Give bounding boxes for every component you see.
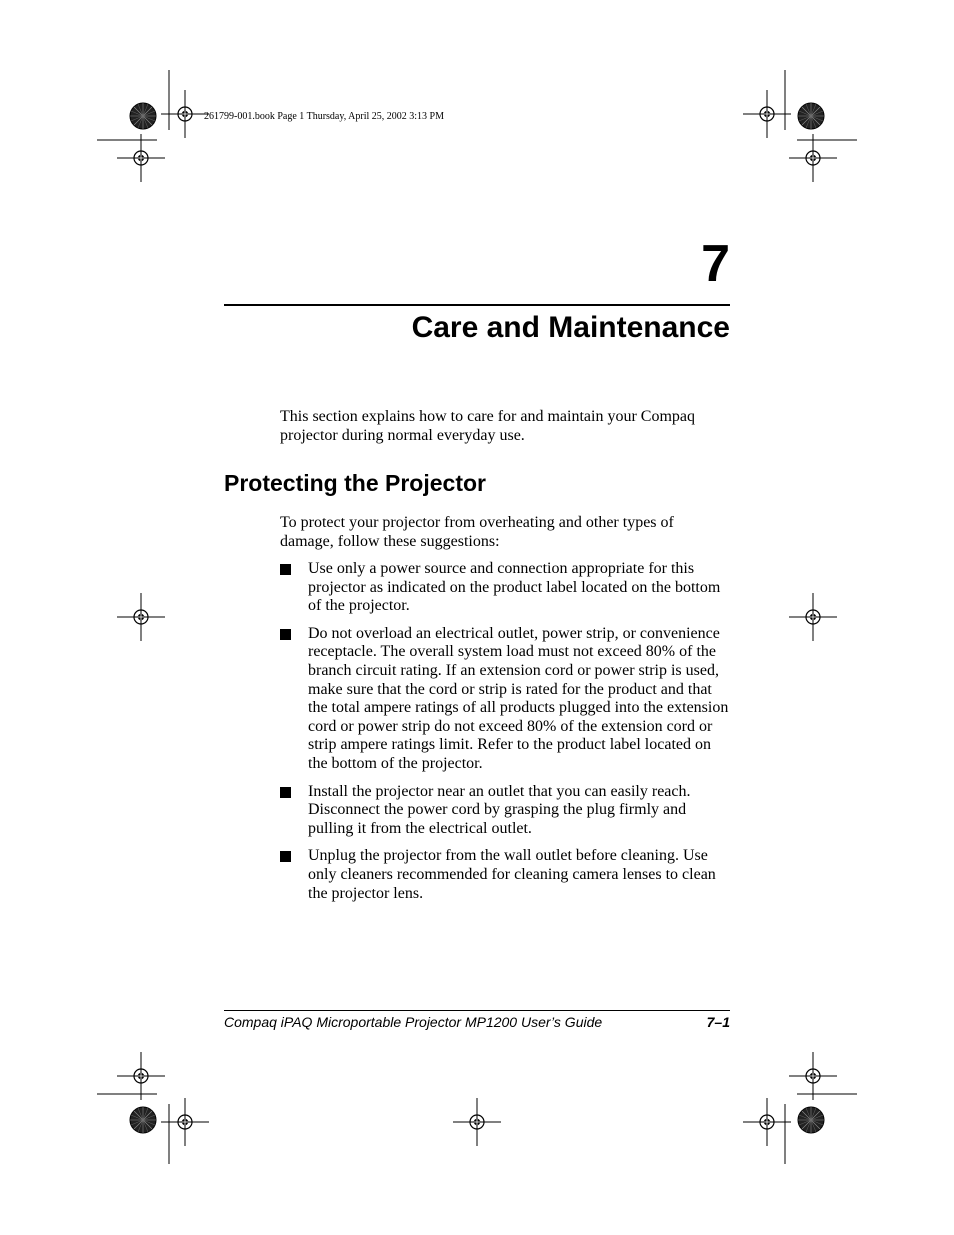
section-intro-paragraph: To protect your projector from overheating and other types of damage, follow these suggestions: — [280, 514, 674, 550]
suggestion-list — [280, 560, 730, 912]
print-slug: 261799-001.book Page 1 Thursday, April 25, 2002 3:13 PM — [204, 111, 444, 122]
list-item — [280, 847, 730, 903]
registration-crosshair-icon — [789, 134, 837, 182]
list-item-text: Unplug the projector from the wall outlet before cleaning. Use only cleaners recommended for cleaning camera lenses to clean the projector lens. — [308, 847, 716, 902]
starburst-target-icon — [130, 1107, 156, 1133]
chapter-divider — [224, 304, 730, 306]
registration-crosshair-icon — [117, 593, 165, 641]
registration-crosshair-icon — [743, 90, 791, 138]
chapter-number: 7 — [701, 235, 730, 293]
list-item-text: Do not overload an electrical outlet, power strip, or convenience receptacle. The overall system load must not exceed 80% of the branch circuit rating. If an extension cord or power strip is used, make sure that the cord or strip is rated for the product and that the total ampere ratings of all products plugged into the extension cord or power strip do not exceed 80% of the extension cord or strip ampere ratings limit. Refer to the product label located on the bottom of the projector. — [308, 624, 729, 772]
footer-divider — [224, 1010, 730, 1011]
registration-crosshair-icon — [161, 1098, 209, 1146]
registration-crosshair-icon — [161, 90, 209, 138]
registration-crosshair-icon — [743, 1098, 791, 1146]
registration-crosshair-icon — [453, 1098, 501, 1146]
registration-crosshair-icon — [117, 1052, 165, 1100]
section-heading: Protecting the Projector — [224, 470, 486, 496]
chapter-title: Care and Maintenance — [411, 311, 730, 344]
list-item — [280, 783, 730, 839]
square-bullet-icon — [280, 564, 291, 575]
square-bullet-icon — [280, 851, 291, 862]
list-item — [280, 625, 730, 774]
square-bullet-icon — [280, 629, 291, 640]
registration-crosshair-icon — [117, 134, 165, 182]
list-item-text: Use only a power source and connection appropriate for this projector as indicated on the product label located on the bottom of the projector. — [308, 560, 721, 615]
footer-book-title: Compaq iPAQ Microportable Projector MP1200 User’s Guide — [224, 1014, 603, 1030]
page-number: 7–1 — [706, 1014, 730, 1030]
square-bullet-icon — [280, 787, 291, 798]
registration-crosshair-icon — [789, 593, 837, 641]
intro-paragraph: This section explains how to care for and maintain your Compaq projector during normal everyday use. — [280, 408, 696, 444]
registration-crosshair-icon — [789, 1052, 837, 1100]
starburst-target-icon — [798, 103, 824, 129]
starburst-target-icon — [798, 1107, 824, 1133]
list-item — [280, 560, 730, 616]
starburst-target-icon — [130, 103, 156, 129]
list-item-text: Install the projector near an outlet that you can easily reach. Disconnect the power cord by grasping the plug firmly and pulling it from the electrical outlet. — [308, 782, 691, 837]
